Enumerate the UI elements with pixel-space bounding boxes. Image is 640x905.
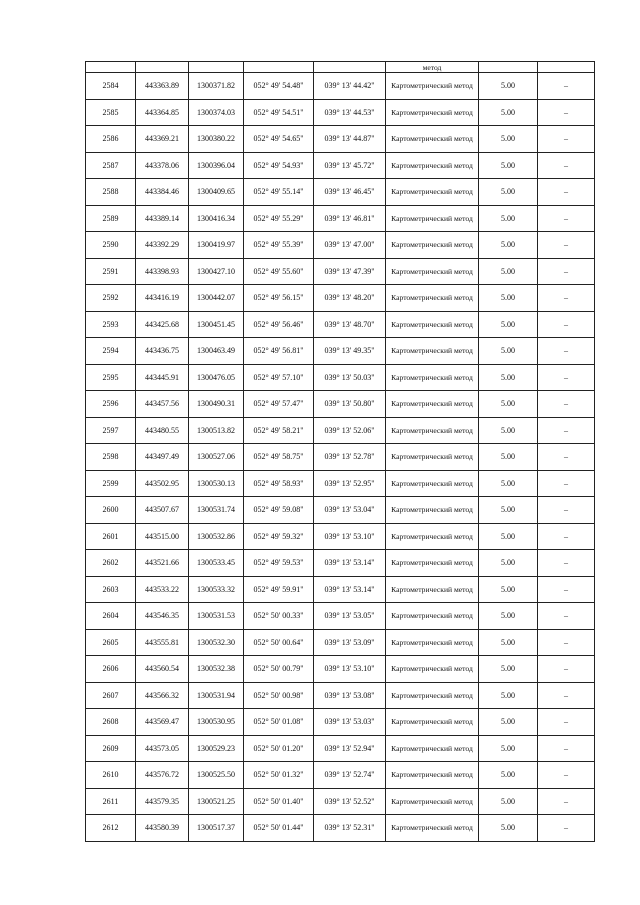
cell-y-coordinate: 1300530.13 bbox=[189, 470, 244, 497]
cell-x-coordinate: 443533.22 bbox=[136, 576, 189, 603]
table-row bbox=[86, 444, 595, 471]
cell-empty bbox=[136, 62, 189, 73]
table-row-continuation bbox=[86, 62, 595, 73]
table-row bbox=[86, 364, 595, 391]
table-row bbox=[86, 179, 595, 206]
cell-point-number: 2608 bbox=[86, 709, 136, 736]
cell-longitude: 039° 13' 53.05" bbox=[314, 603, 386, 630]
table-row bbox=[86, 656, 595, 683]
cell-accuracy: 5.00 bbox=[479, 364, 538, 391]
cell-accuracy: 5.00 bbox=[479, 179, 538, 206]
cell-y-coordinate: 1300532.38 bbox=[189, 656, 244, 683]
cell-accuracy: 5.00 bbox=[479, 338, 538, 365]
cell-longitude: 039° 13' 49.35" bbox=[314, 338, 386, 365]
cell-method: Картометрический метод bbox=[386, 444, 479, 471]
cell-latitude: 052° 49' 59.91" bbox=[244, 576, 314, 603]
cell-longitude: 039° 13' 53.10" bbox=[314, 656, 386, 683]
cell-point-number: 2589 bbox=[86, 205, 136, 232]
cell-y-coordinate: 1300463.49 bbox=[189, 338, 244, 365]
table-row bbox=[86, 815, 595, 842]
cell-point-number: 2607 bbox=[86, 682, 136, 709]
cell-longitude: 039° 13' 47.39" bbox=[314, 258, 386, 285]
cell-dash: – bbox=[538, 603, 595, 630]
cell-dash: – bbox=[538, 285, 595, 312]
table-row bbox=[86, 788, 595, 815]
cell-point-number: 2597 bbox=[86, 417, 136, 444]
cell-point-number: 2601 bbox=[86, 523, 136, 550]
cell-longitude: 039° 13' 50.03" bbox=[314, 364, 386, 391]
cell-longitude: 039° 13' 53.10" bbox=[314, 523, 386, 550]
cell-method: Картометрический метод bbox=[386, 470, 479, 497]
cell-x-coordinate: 443457.56 bbox=[136, 391, 189, 418]
cell-y-coordinate: 1300427.10 bbox=[189, 258, 244, 285]
cell-method: Картометрический метод bbox=[386, 497, 479, 524]
cell-longitude: 039° 13' 52.06" bbox=[314, 417, 386, 444]
cell-dash: – bbox=[538, 258, 595, 285]
cell-point-number: 2610 bbox=[86, 762, 136, 789]
cell-y-coordinate: 1300517.37 bbox=[189, 815, 244, 842]
cell-latitude: 052° 50' 00.33" bbox=[244, 603, 314, 630]
cell-empty bbox=[86, 62, 136, 73]
cell-point-number: 2604 bbox=[86, 603, 136, 630]
cell-method: Картометрический метод bbox=[386, 73, 479, 100]
cell-accuracy: 5.00 bbox=[479, 73, 538, 100]
cell-point-number: 2592 bbox=[86, 285, 136, 312]
cell-method: Картометрический метод bbox=[386, 391, 479, 418]
cell-accuracy: 5.00 bbox=[479, 126, 538, 153]
cell-accuracy: 5.00 bbox=[479, 99, 538, 126]
cell-empty bbox=[538, 62, 595, 73]
cell-dash: – bbox=[538, 391, 595, 418]
table-row bbox=[86, 285, 595, 312]
cell-latitude: 052° 49' 57.10" bbox=[244, 364, 314, 391]
cell-longitude: 039° 13' 46.45" bbox=[314, 179, 386, 206]
cell-latitude: 052° 50' 00.64" bbox=[244, 629, 314, 656]
cell-y-coordinate: 1300521.25 bbox=[189, 788, 244, 815]
cell-method: Картометрический метод bbox=[386, 656, 479, 683]
cell-accuracy: 5.00 bbox=[479, 682, 538, 709]
cell-y-coordinate: 1300513.82 bbox=[189, 417, 244, 444]
cell-longitude: 039° 13' 44.42" bbox=[314, 73, 386, 100]
cell-dash: – bbox=[538, 152, 595, 179]
cell-point-number: 2609 bbox=[86, 735, 136, 762]
table-row bbox=[86, 709, 595, 736]
table-row bbox=[86, 258, 595, 285]
cell-dash: – bbox=[538, 735, 595, 762]
cell-dash: – bbox=[538, 709, 595, 736]
cell-point-number: 2603 bbox=[86, 576, 136, 603]
cell-latitude: 052° 50' 00.79" bbox=[244, 656, 314, 683]
cell-x-coordinate: 443384.46 bbox=[136, 179, 189, 206]
cell-dash: – bbox=[538, 417, 595, 444]
table-row bbox=[86, 73, 595, 100]
cell-x-coordinate: 443378.06 bbox=[136, 152, 189, 179]
cell-dash: – bbox=[538, 232, 595, 259]
cell-x-coordinate: 443507.67 bbox=[136, 497, 189, 524]
cell-accuracy: 5.00 bbox=[479, 152, 538, 179]
cell-accuracy: 5.00 bbox=[479, 205, 538, 232]
cell-point-number: 2599 bbox=[86, 470, 136, 497]
cell-latitude: 052° 50' 01.20" bbox=[244, 735, 314, 762]
cell-method: Картометрический метод bbox=[386, 576, 479, 603]
cell-latitude: 052° 49' 58.75" bbox=[244, 444, 314, 471]
cell-accuracy: 5.00 bbox=[479, 391, 538, 418]
cell-accuracy: 5.00 bbox=[479, 470, 538, 497]
cell-x-coordinate: 443555.81 bbox=[136, 629, 189, 656]
cell-x-coordinate: 443573.05 bbox=[136, 735, 189, 762]
cell-y-coordinate: 1300533.32 bbox=[189, 576, 244, 603]
cell-longitude: 039° 13' 52.74" bbox=[314, 762, 386, 789]
cell-accuracy: 5.00 bbox=[479, 576, 538, 603]
cell-y-coordinate: 1300476.05 bbox=[189, 364, 244, 391]
cell-dash: – bbox=[538, 576, 595, 603]
cell-dash: – bbox=[538, 73, 595, 100]
cell-method: Картометрический метод bbox=[386, 762, 479, 789]
cell-y-coordinate: 1300532.86 bbox=[189, 523, 244, 550]
cell-method: Картометрический метод bbox=[386, 815, 479, 842]
cell-longitude: 039° 13' 52.95" bbox=[314, 470, 386, 497]
cell-x-coordinate: 443389.14 bbox=[136, 205, 189, 232]
table-row bbox=[86, 497, 595, 524]
cell-latitude: 052° 49' 55.60" bbox=[244, 258, 314, 285]
cell-x-coordinate: 443480.55 bbox=[136, 417, 189, 444]
cell-longitude: 039° 13' 53.14" bbox=[314, 576, 386, 603]
table-row bbox=[86, 126, 595, 153]
cell-point-number: 2584 bbox=[86, 73, 136, 100]
cell-dash: – bbox=[538, 470, 595, 497]
cell-latitude: 052° 49' 54.48" bbox=[244, 73, 314, 100]
cell-x-coordinate: 443576.72 bbox=[136, 762, 189, 789]
cell-dash: – bbox=[538, 523, 595, 550]
cell-point-number: 2605 bbox=[86, 629, 136, 656]
coordinates-table bbox=[85, 61, 595, 842]
cell-x-coordinate: 443515.00 bbox=[136, 523, 189, 550]
cell-x-coordinate: 443497.49 bbox=[136, 444, 189, 471]
cell-accuracy: 5.00 bbox=[479, 735, 538, 762]
cell-x-coordinate: 443566.32 bbox=[136, 682, 189, 709]
cell-longitude: 039° 13' 48.70" bbox=[314, 311, 386, 338]
cell-accuracy: 5.00 bbox=[479, 629, 538, 656]
cell-point-number: 2606 bbox=[86, 656, 136, 683]
cell-dash: – bbox=[538, 550, 595, 577]
cell-dash: – bbox=[538, 364, 595, 391]
cell-dash: – bbox=[538, 205, 595, 232]
cell-x-coordinate: 443416.19 bbox=[136, 285, 189, 312]
cell-y-coordinate: 1300451.45 bbox=[189, 311, 244, 338]
cell-latitude: 052° 49' 55.39" bbox=[244, 232, 314, 259]
cell-accuracy: 5.00 bbox=[479, 232, 538, 259]
cell-x-coordinate: 443364.85 bbox=[136, 99, 189, 126]
cell-accuracy: 5.00 bbox=[479, 523, 538, 550]
cell-accuracy: 5.00 bbox=[479, 603, 538, 630]
cell-dash: – bbox=[538, 126, 595, 153]
cell-y-coordinate: 1300531.53 bbox=[189, 603, 244, 630]
table-row bbox=[86, 682, 595, 709]
cell-latitude: 052° 49' 55.14" bbox=[244, 179, 314, 206]
cell-point-number: 2588 bbox=[86, 179, 136, 206]
cell-x-coordinate: 443521.66 bbox=[136, 550, 189, 577]
cell-longitude: 039° 13' 52.78" bbox=[314, 444, 386, 471]
table-row bbox=[86, 629, 595, 656]
cell-longitude: 039° 13' 44.53" bbox=[314, 99, 386, 126]
table-row bbox=[86, 232, 595, 259]
cell-longitude: 039° 13' 52.31" bbox=[314, 815, 386, 842]
cell-latitude: 052° 49' 59.32" bbox=[244, 523, 314, 550]
cell-y-coordinate: 1300533.45 bbox=[189, 550, 244, 577]
cell-x-coordinate: 443369.21 bbox=[136, 126, 189, 153]
table-row bbox=[86, 417, 595, 444]
table-row bbox=[86, 576, 595, 603]
cell-method: Картометрический метод bbox=[386, 99, 479, 126]
cell-x-coordinate: 443560.54 bbox=[136, 656, 189, 683]
table-row bbox=[86, 550, 595, 577]
cell-latitude: 052° 49' 54.65" bbox=[244, 126, 314, 153]
coordinates-table-body bbox=[86, 62, 595, 842]
cell-latitude: 052° 49' 59.53" bbox=[244, 550, 314, 577]
cell-x-coordinate: 443580.39 bbox=[136, 815, 189, 842]
table-row bbox=[86, 205, 595, 232]
cell-accuracy: 5.00 bbox=[479, 709, 538, 736]
cell-method: Картометрический метод bbox=[386, 311, 479, 338]
cell-dash: – bbox=[538, 815, 595, 842]
cell-dash: – bbox=[538, 682, 595, 709]
cell-empty bbox=[189, 62, 244, 73]
cell-point-number: 2602 bbox=[86, 550, 136, 577]
cell-latitude: 052° 49' 54.93" bbox=[244, 152, 314, 179]
cell-point-number: 2585 bbox=[86, 99, 136, 126]
cell-dash: – bbox=[538, 338, 595, 365]
cell-latitude: 052° 49' 54.51" bbox=[244, 99, 314, 126]
cell-point-number: 2600 bbox=[86, 497, 136, 524]
cell-x-coordinate: 443425.68 bbox=[136, 311, 189, 338]
cell-method: Картометрический метод bbox=[386, 285, 479, 312]
cell-method: Картометрический метод bbox=[386, 550, 479, 577]
table-row bbox=[86, 735, 595, 762]
cell-latitude: 052° 49' 56.46" bbox=[244, 311, 314, 338]
cell-longitude: 039° 13' 46.81" bbox=[314, 205, 386, 232]
cell-dash: – bbox=[538, 629, 595, 656]
cell-point-number: 2593 bbox=[86, 311, 136, 338]
cell-method: Картометрический метод bbox=[386, 788, 479, 815]
cell-method: Картометрический метод bbox=[386, 603, 479, 630]
cell-accuracy: 5.00 bbox=[479, 656, 538, 683]
cell-dash: – bbox=[538, 99, 595, 126]
cell-longitude: 039° 13' 44.87" bbox=[314, 126, 386, 153]
cell-point-number: 2587 bbox=[86, 152, 136, 179]
cell-method: Картометрический метод bbox=[386, 205, 479, 232]
table-row bbox=[86, 311, 595, 338]
cell-method: Картометрический метод bbox=[386, 126, 479, 153]
cell-y-coordinate: 1300529.23 bbox=[189, 735, 244, 762]
cell-y-coordinate: 1300374.03 bbox=[189, 99, 244, 126]
cell-longitude: 039° 13' 53.04" bbox=[314, 497, 386, 524]
cell-empty bbox=[479, 62, 538, 73]
cell-point-number: 2595 bbox=[86, 364, 136, 391]
cell-accuracy: 5.00 bbox=[479, 762, 538, 789]
cell-y-coordinate: 1300409.65 bbox=[189, 179, 244, 206]
cell-latitude: 052° 49' 58.93" bbox=[244, 470, 314, 497]
table-row bbox=[86, 338, 595, 365]
cell-y-coordinate: 1300419.97 bbox=[189, 232, 244, 259]
table-row bbox=[86, 99, 595, 126]
cell-y-coordinate: 1300531.94 bbox=[189, 682, 244, 709]
cell-method: Картометрический метод bbox=[386, 364, 479, 391]
cell-y-coordinate: 1300531.74 bbox=[189, 497, 244, 524]
cell-latitude: 052° 50' 01.40" bbox=[244, 788, 314, 815]
cell-latitude: 052° 49' 56.81" bbox=[244, 338, 314, 365]
cell-method: Картометрический метод bbox=[386, 523, 479, 550]
cell-method: Картометрический метод bbox=[386, 179, 479, 206]
cell-point-number: 2598 bbox=[86, 444, 136, 471]
cell-accuracy: 5.00 bbox=[479, 417, 538, 444]
cell-y-coordinate: 1300525.50 bbox=[189, 762, 244, 789]
cell-x-coordinate: 443502.95 bbox=[136, 470, 189, 497]
table-row bbox=[86, 762, 595, 789]
table-row bbox=[86, 391, 595, 418]
cell-empty bbox=[244, 62, 314, 73]
table-row bbox=[86, 603, 595, 630]
cell-longitude: 039° 13' 52.94" bbox=[314, 735, 386, 762]
table-row bbox=[86, 523, 595, 550]
cell-longitude: 039° 13' 48.20" bbox=[314, 285, 386, 312]
cell-latitude: 052° 49' 58.21" bbox=[244, 417, 314, 444]
cell-y-coordinate: 1300527.06 bbox=[189, 444, 244, 471]
cell-y-coordinate: 1300380.22 bbox=[189, 126, 244, 153]
cell-latitude: 052° 50' 00.98" bbox=[244, 682, 314, 709]
cell-longitude: 039° 13' 45.72" bbox=[314, 152, 386, 179]
cell-x-coordinate: 443579.35 bbox=[136, 788, 189, 815]
cell-latitude: 052° 49' 56.15" bbox=[244, 285, 314, 312]
cell-method: Картометрический метод bbox=[386, 682, 479, 709]
cell-empty bbox=[314, 62, 386, 73]
cell-point-number: 2591 bbox=[86, 258, 136, 285]
cell-longitude: 039° 13' 52.52" bbox=[314, 788, 386, 815]
cell-method: Картометрический метод bbox=[386, 232, 479, 259]
cell-latitude: 052° 50' 01.08" bbox=[244, 709, 314, 736]
cell-method: Картометрический метод bbox=[386, 629, 479, 656]
cell-longitude: 039° 13' 53.03" bbox=[314, 709, 386, 736]
cell-accuracy: 5.00 bbox=[479, 444, 538, 471]
cell-y-coordinate: 1300371.82 bbox=[189, 73, 244, 100]
cell-accuracy: 5.00 bbox=[479, 311, 538, 338]
cell-longitude: 039° 13' 53.09" bbox=[314, 629, 386, 656]
cell-longitude: 039° 13' 47.00" bbox=[314, 232, 386, 259]
cell-y-coordinate: 1300532.30 bbox=[189, 629, 244, 656]
cell-point-number: 2596 bbox=[86, 391, 136, 418]
cell-method: Картометрический метод bbox=[386, 735, 479, 762]
cell-x-coordinate: 443363.89 bbox=[136, 73, 189, 100]
cell-point-number: 2611 bbox=[86, 788, 136, 815]
cell-dash: – bbox=[538, 788, 595, 815]
cell-x-coordinate: 443398.93 bbox=[136, 258, 189, 285]
cell-longitude: 039° 13' 50.80" bbox=[314, 391, 386, 418]
cell-method: Картометрический метод bbox=[386, 709, 479, 736]
cell-longitude: 039° 13' 53.14" bbox=[314, 550, 386, 577]
cell-dash: – bbox=[538, 497, 595, 524]
cell-x-coordinate: 443392.29 bbox=[136, 232, 189, 259]
cell-accuracy: 5.00 bbox=[479, 258, 538, 285]
cell-dash: – bbox=[538, 444, 595, 471]
cell-method: Картометрический метод bbox=[386, 152, 479, 179]
cell-latitude: 052° 49' 55.29" bbox=[244, 205, 314, 232]
cell-accuracy: 5.00 bbox=[479, 815, 538, 842]
cell-point-number: 2612 bbox=[86, 815, 136, 842]
cell-point-number: 2590 bbox=[86, 232, 136, 259]
cell-y-coordinate: 1300416.34 bbox=[189, 205, 244, 232]
cell-method: Картометрический метод bbox=[386, 417, 479, 444]
cell-y-coordinate: 1300530.95 bbox=[189, 709, 244, 736]
cell-dash: – bbox=[538, 179, 595, 206]
cell-dash: – bbox=[538, 656, 595, 683]
cell-y-coordinate: 1300442.07 bbox=[189, 285, 244, 312]
cell-accuracy: 5.00 bbox=[479, 788, 538, 815]
cell-method: Картометрический метод bbox=[386, 338, 479, 365]
cell-latitude: 052° 50' 01.32" bbox=[244, 762, 314, 789]
cell-latitude: 052° 49' 57.47" bbox=[244, 391, 314, 418]
cell-x-coordinate: 443436.75 bbox=[136, 338, 189, 365]
cell-dash: – bbox=[538, 311, 595, 338]
cell-x-coordinate: 443569.47 bbox=[136, 709, 189, 736]
cell-latitude: 052° 49' 59.08" bbox=[244, 497, 314, 524]
cell-longitude: 039° 13' 53.08" bbox=[314, 682, 386, 709]
cell-accuracy: 5.00 bbox=[479, 497, 538, 524]
cell-y-coordinate: 1300490.31 bbox=[189, 391, 244, 418]
cell-dash: – bbox=[538, 762, 595, 789]
cell-accuracy: 5.00 bbox=[479, 285, 538, 312]
table-row bbox=[86, 152, 595, 179]
cell-point-number: 2586 bbox=[86, 126, 136, 153]
cell-accuracy: 5.00 bbox=[479, 550, 538, 577]
cell-point-number: 2594 bbox=[86, 338, 136, 365]
cell-latitude: 052° 50' 01.44" bbox=[244, 815, 314, 842]
cell-x-coordinate: 443445.91 bbox=[136, 364, 189, 391]
cell-y-coordinate: 1300396.04 bbox=[189, 152, 244, 179]
cell-method-fragment: метод bbox=[386, 62, 479, 73]
cell-method: Картометрический метод bbox=[386, 258, 479, 285]
table-row bbox=[86, 470, 595, 497]
cell-x-coordinate: 443546.35 bbox=[136, 603, 189, 630]
